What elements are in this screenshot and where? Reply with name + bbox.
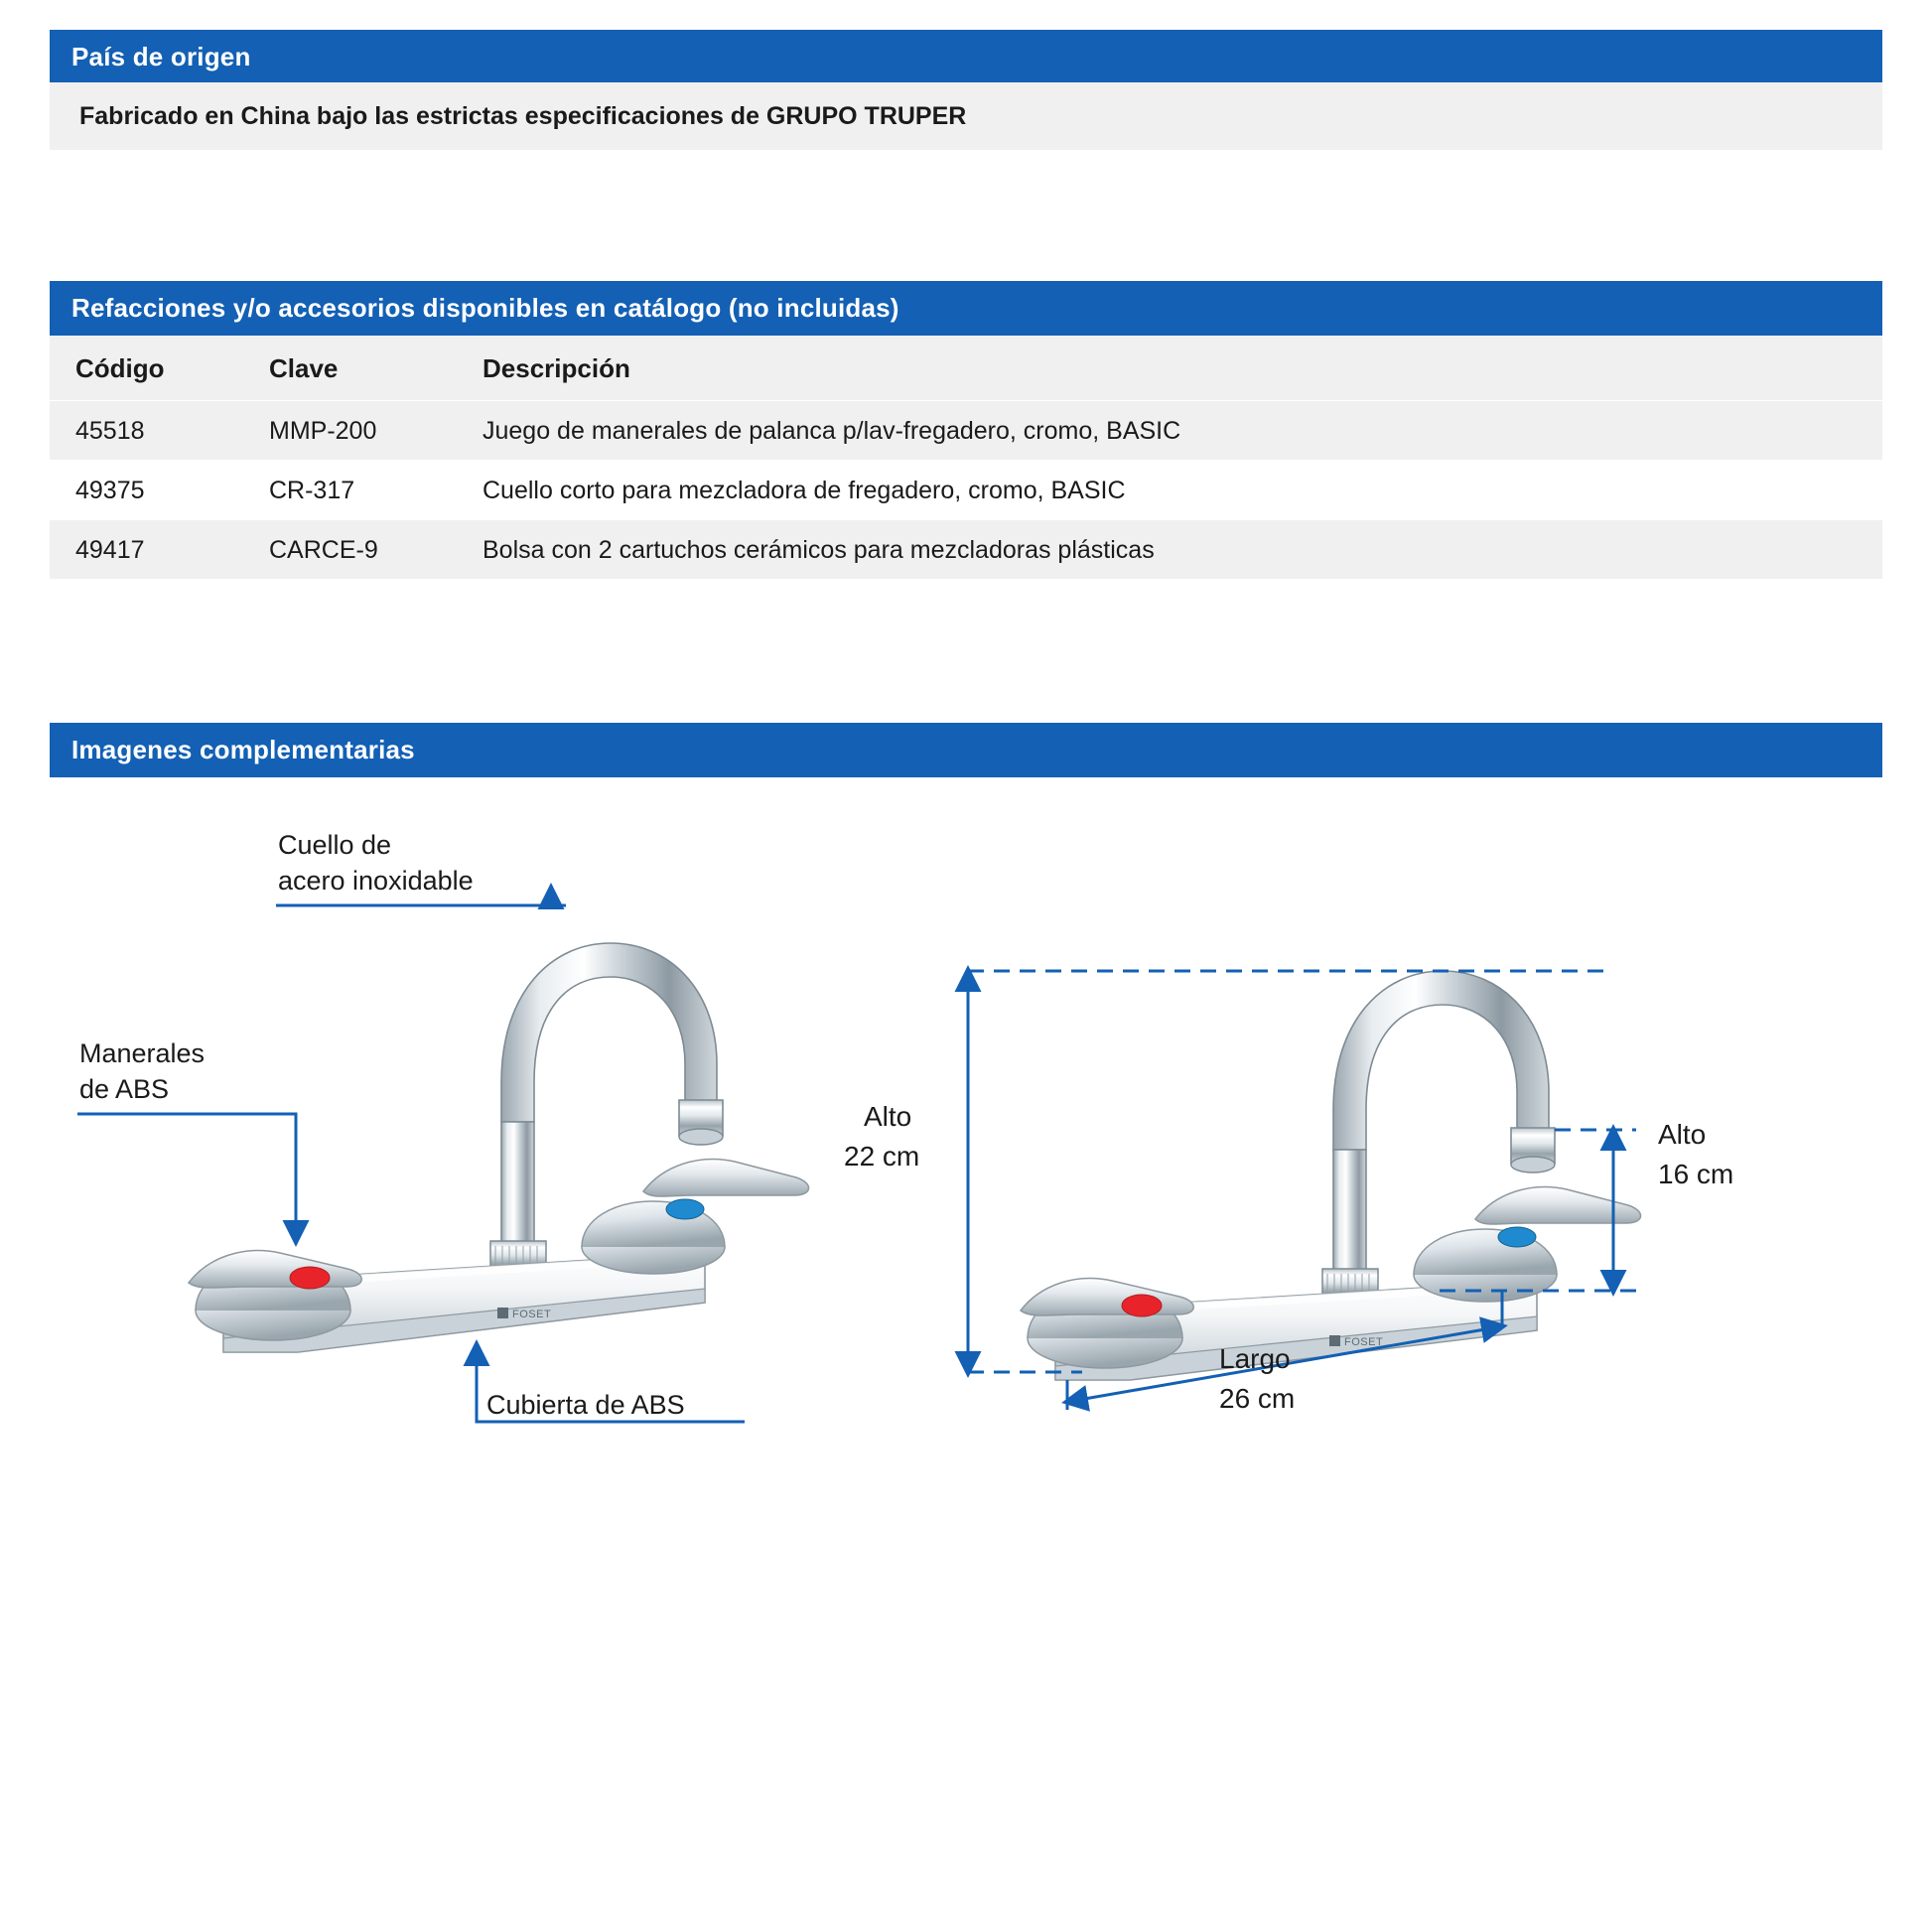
handle-left-hot bbox=[1021, 1279, 1193, 1368]
cell-codigo: 45518 bbox=[50, 401, 269, 461]
cell-descripcion: Bolsa con 2 cartuchos cerámicos para mezcladoras plásticas bbox=[483, 520, 1882, 580]
section-header-parts: Refacciones y/o accesorios disponibles en catálogo (no incluidas) bbox=[50, 281, 1882, 336]
cell-codigo: 49417 bbox=[50, 520, 269, 580]
dimension-alto-16-value: 16 cm bbox=[1658, 1159, 1734, 1189]
cell-descripcion: Cuello corto para mezcladora de fregadero, cromo, BASIC bbox=[483, 461, 1882, 520]
callout-cubierta-label: Cubierta de ABS bbox=[486, 1390, 685, 1420]
callout-manerales-line2: de ABS bbox=[79, 1074, 170, 1104]
figures-area bbox=[50, 794, 1882, 1588]
handle-left-hot bbox=[189, 1251, 361, 1340]
callout-cuello-line1: Cuello de bbox=[278, 830, 392, 860]
cell-descripcion: Juego de manerales de palanca p/lav-fregadero, cromo, BASIC bbox=[483, 401, 1882, 461]
brand-label: FOSET bbox=[512, 1309, 552, 1320]
handle-right-cold bbox=[1414, 1187, 1641, 1302]
dimension-largo-value: 26 cm bbox=[1219, 1383, 1296, 1414]
dimension-largo-label: Largo bbox=[1219, 1343, 1291, 1374]
parts-table bbox=[50, 336, 1882, 579]
column-header-descripcion: Descripción bbox=[483, 336, 1882, 401]
section-header-origin: País de origen bbox=[50, 30, 1882, 82]
table-row bbox=[50, 401, 1882, 461]
dimension-alto-22-value: 22 cm bbox=[844, 1141, 920, 1172]
cell-clave: CARCE-9 bbox=[269, 520, 483, 580]
dimension-alto-16-label: Alto bbox=[1658, 1119, 1707, 1150]
callout-manerales bbox=[77, 1038, 296, 1241]
faucet-illustration-left bbox=[77, 830, 809, 1422]
dimension-alto-22-label: Alto bbox=[864, 1101, 912, 1132]
callout-cuello-line2: acero inoxidable bbox=[278, 866, 474, 896]
cell-clave: MMP-200 bbox=[269, 401, 483, 461]
handle-right-cold bbox=[582, 1160, 809, 1274]
callout-cubierta bbox=[477, 1345, 745, 1422]
callout-manerales-line1: Manerales bbox=[79, 1038, 206, 1068]
brand-label: FOSET bbox=[1344, 1336, 1384, 1348]
callout-cuello bbox=[276, 830, 566, 905]
origin-text: Fabricado en China bajo las estrictas especificaciones de GRUPO TRUPER bbox=[50, 82, 1882, 150]
section-header-images: Imagenes complementarias bbox=[50, 723, 1882, 777]
column-header-clave: Clave bbox=[269, 336, 483, 401]
table-header-row bbox=[50, 336, 1882, 401]
table-row bbox=[50, 461, 1882, 520]
table-row bbox=[50, 520, 1882, 580]
cell-codigo: 49375 bbox=[50, 461, 269, 520]
faucet-illustration-right bbox=[844, 971, 1733, 1414]
cell-clave: CR-317 bbox=[269, 461, 483, 520]
column-header-codigo: Código bbox=[50, 336, 269, 401]
